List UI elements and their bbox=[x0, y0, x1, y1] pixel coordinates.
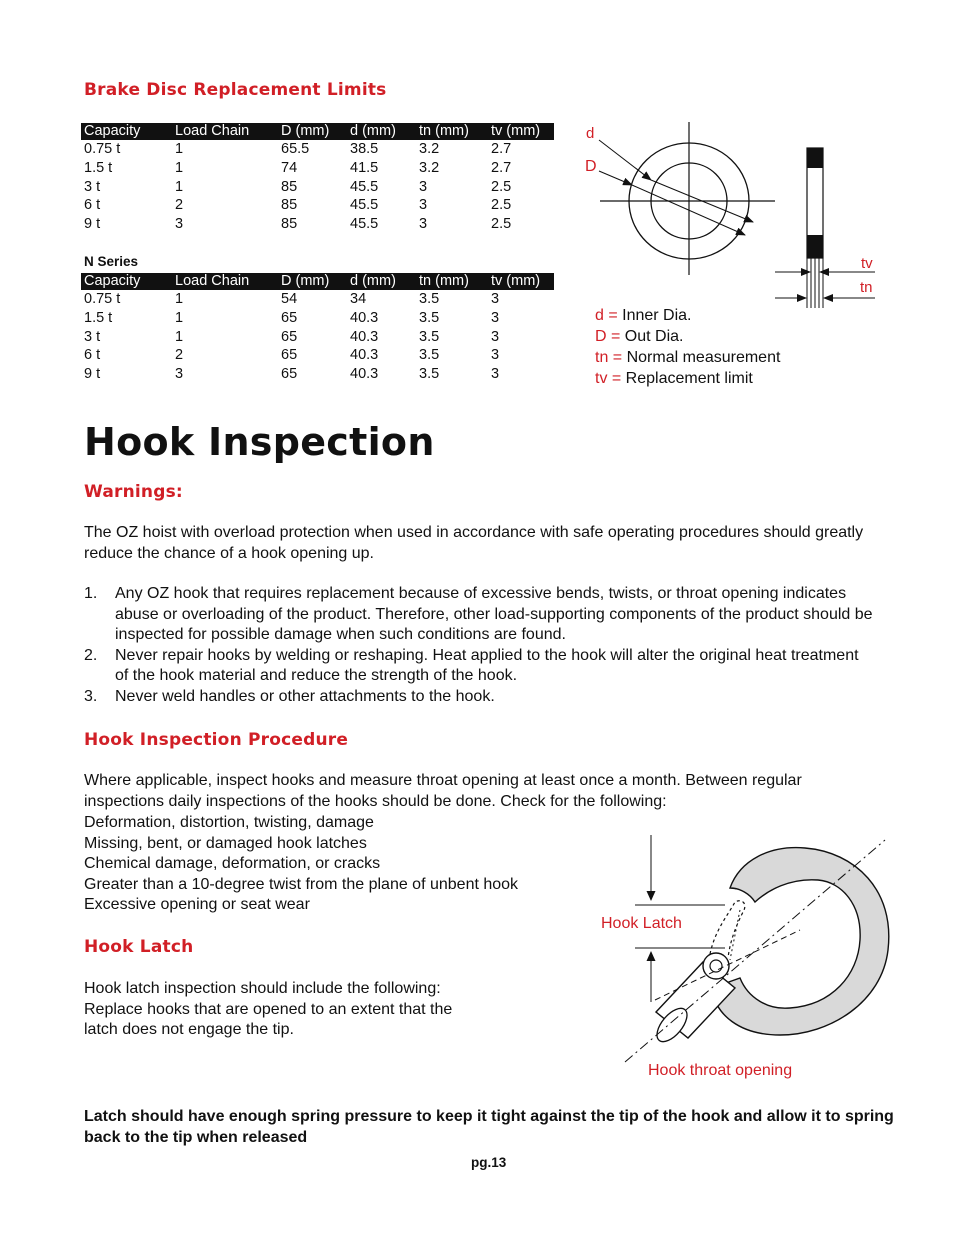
table-cell: 2.7 bbox=[491, 159, 512, 176]
list-item: Excessive opening or seat wear bbox=[84, 896, 310, 913]
disc-legend bbox=[595, 305, 780, 389]
column-header: D (mm) bbox=[278, 123, 347, 140]
table-cell: 3 bbox=[419, 197, 428, 214]
table-cell: 40.3 bbox=[350, 366, 379, 383]
label-D: D bbox=[585, 158, 597, 175]
table-cell: 1 bbox=[175, 309, 184, 326]
legend-item: tv = Replacement limit bbox=[595, 370, 753, 387]
hook-latch-label: Hook Latch bbox=[601, 915, 682, 932]
table-cell: 2.7 bbox=[491, 141, 512, 157]
table-cell: 2 bbox=[175, 197, 184, 214]
brake-disc-table bbox=[81, 123, 554, 234]
latch-spring-note: Latch should have enough spring pressure to keep it tight against the tip of the hook and allow it to spring back to the tip when released bbox=[84, 1108, 894, 1146]
list-item: 3. Never weld handles or other attachments to the hook. bbox=[84, 687, 495, 705]
table-cell: 2.5 bbox=[491, 197, 512, 214]
table-row bbox=[81, 215, 554, 234]
column-header: Capacity bbox=[81, 123, 172, 140]
column-header: Load Chain bbox=[172, 273, 278, 290]
list-item: Deformation, distortion, twisting, damage bbox=[84, 814, 374, 831]
table-cell: 3 t bbox=[84, 328, 101, 345]
table-cell: 9 t bbox=[84, 216, 101, 233]
list-item: 1. Any OZ hook that requires replacement because of excessive bends, twists, or throat opening indicates abuse or overloading of the product. Therefore, other load-supporting components of the product should be inspected for possible damage when such conditions are found. bbox=[84, 585, 873, 643]
label-d: d bbox=[586, 125, 595, 142]
table-cell: 38.5 bbox=[350, 141, 379, 157]
table-cell: 6 t bbox=[84, 347, 101, 364]
table-cell: 45.5 bbox=[350, 178, 379, 195]
table-row bbox=[81, 159, 554, 178]
label-tv: tv bbox=[861, 255, 873, 272]
table-cell: 1 bbox=[175, 178, 184, 195]
table-cell: 3.2 bbox=[419, 141, 440, 157]
table-cell: 41.5 bbox=[350, 159, 379, 176]
table-cell: 3 bbox=[419, 178, 428, 195]
hook-body bbox=[712, 848, 889, 1035]
table-cell: 3 bbox=[175, 366, 184, 383]
table-cell: 65 bbox=[281, 328, 298, 345]
table-cell: 3.5 bbox=[419, 366, 440, 383]
table-row bbox=[81, 309, 554, 328]
table-cell: 40.3 bbox=[350, 328, 379, 345]
table-cell: 65 bbox=[281, 347, 298, 364]
column-header: tn (mm) bbox=[416, 273, 488, 290]
table-cell: 3.5 bbox=[419, 347, 440, 364]
procedure-checklist bbox=[84, 813, 584, 916]
table-cell: 85 bbox=[281, 216, 298, 233]
table-cell: 2.5 bbox=[491, 216, 512, 233]
legend-item: tn = Normal measurement bbox=[595, 349, 781, 366]
table-cell: 54 bbox=[281, 291, 298, 307]
label-tn: tn bbox=[860, 279, 873, 296]
list-item: 2. Never repair hooks by welding or reshaping. Heat applied to the hook will alter the original heat treatment of the hook material and reduce the strength of the hook. bbox=[84, 646, 859, 684]
table-cell: 3 bbox=[491, 347, 500, 364]
table-row bbox=[81, 140, 554, 159]
table-cell: 85 bbox=[281, 197, 298, 214]
page-title: Hook Inspection bbox=[84, 420, 435, 464]
column-header: tv (mm) bbox=[488, 273, 554, 290]
column-header: Load Chain bbox=[172, 123, 278, 140]
brake-disc-diagram bbox=[570, 110, 890, 320]
table-cell: 6 t bbox=[84, 197, 101, 214]
table-cell: 0.75 t bbox=[84, 291, 121, 307]
column-header: Capacity bbox=[81, 273, 172, 290]
table-cell: 2 bbox=[175, 347, 184, 364]
procedure-title: Hook Inspection Procedure bbox=[84, 730, 349, 750]
list-item: Chemical damage, deformation, or cracks bbox=[84, 855, 381, 872]
legend-item: d = Inner Dia. bbox=[595, 307, 692, 324]
table-cell: 3.5 bbox=[419, 291, 440, 307]
latch-outline bbox=[710, 901, 745, 958]
table-header-row bbox=[81, 123, 554, 140]
table-cell: 45.5 bbox=[350, 216, 379, 233]
brake-disc-title: Brake Disc Replacement Limits bbox=[84, 80, 387, 100]
column-header: d (mm) bbox=[347, 273, 416, 290]
table-cell: 9 t bbox=[84, 366, 101, 383]
column-header: tv (mm) bbox=[488, 123, 554, 140]
table-cell: 1 bbox=[175, 159, 184, 176]
table-cell: 1 bbox=[175, 141, 184, 157]
hook-throat-label: Hook throat opening bbox=[648, 1062, 793, 1079]
table-cell: 34 bbox=[350, 291, 367, 307]
column-header: tn (mm) bbox=[416, 123, 488, 140]
table-cell: 74 bbox=[281, 159, 298, 176]
table-row bbox=[81, 196, 554, 215]
table-cell: 3 t bbox=[84, 178, 101, 195]
latch-text-line: Replace hooks that are opened to an extent that the latch does not engage the tip. bbox=[84, 1000, 453, 1038]
table-row bbox=[81, 346, 554, 365]
table-row bbox=[81, 290, 554, 309]
n-series-label: N Series bbox=[84, 254, 139, 269]
table-cell: 40.3 bbox=[350, 309, 379, 326]
table-cell: 3 bbox=[491, 309, 500, 326]
table-cell: 45.5 bbox=[350, 197, 379, 214]
table-cell: 1.5 t bbox=[84, 309, 113, 326]
table-cell: 40.3 bbox=[350, 347, 379, 364]
table-row bbox=[81, 178, 554, 197]
warnings-list bbox=[84, 584, 874, 707]
table-cell: 65 bbox=[281, 309, 298, 326]
table-cell: 3.2 bbox=[419, 159, 440, 176]
table-body bbox=[81, 140, 554, 234]
latch-text-line: Hook latch inspection should include the following: bbox=[84, 980, 441, 997]
table-cell: 2.5 bbox=[491, 178, 512, 195]
table-cell: 65.5 bbox=[281, 141, 310, 157]
table-cell: 85 bbox=[281, 178, 298, 195]
table-cell: 3 bbox=[491, 366, 500, 383]
list-item: Missing, bent, or damaged hook latches bbox=[84, 834, 367, 852]
table-cell: 3 bbox=[491, 291, 500, 307]
table-cell: 1.5 t bbox=[84, 159, 113, 176]
hook-diagram bbox=[590, 830, 910, 1070]
table-cell: 1 bbox=[175, 328, 184, 345]
procedure-intro: Where applicable, inspect hooks and measure throat opening at least once a month. Between regular inspections daily inspections of the hooks should be done. Check for the following: bbox=[84, 772, 802, 810]
table-row bbox=[81, 365, 554, 384]
latch-text bbox=[84, 979, 484, 1041]
table-cell: 3 bbox=[419, 216, 428, 233]
page-number: pg.13 bbox=[471, 1155, 507, 1170]
table-cell: 0.75 t bbox=[84, 141, 121, 157]
column-header: d (mm) bbox=[347, 123, 416, 140]
table-header-row bbox=[81, 273, 554, 290]
table-cell: 3.5 bbox=[419, 309, 440, 326]
legend-item: D = Out Dia. bbox=[595, 328, 684, 345]
table-cell: 65 bbox=[281, 366, 298, 383]
warnings-intro: The OZ hoist with overload protection when used in accordance with safe operating procedures should greatly reduce the chance of a hook opening up. bbox=[84, 524, 864, 562]
table-body bbox=[81, 290, 554, 384]
table-cell: 3.5 bbox=[419, 328, 440, 345]
n-series-table bbox=[81, 273, 554, 384]
table-cell: 3 bbox=[175, 216, 184, 233]
table-cell: 3 bbox=[491, 328, 500, 345]
table-row bbox=[81, 328, 554, 347]
list-item: Greater than a 10-degree twist from the plane of unbent hook bbox=[84, 875, 519, 893]
latch-title: Hook Latch bbox=[84, 937, 194, 957]
warnings-title: Warnings: bbox=[84, 482, 183, 502]
table-cell: 1 bbox=[175, 291, 184, 307]
column-header: D (mm) bbox=[278, 273, 347, 290]
